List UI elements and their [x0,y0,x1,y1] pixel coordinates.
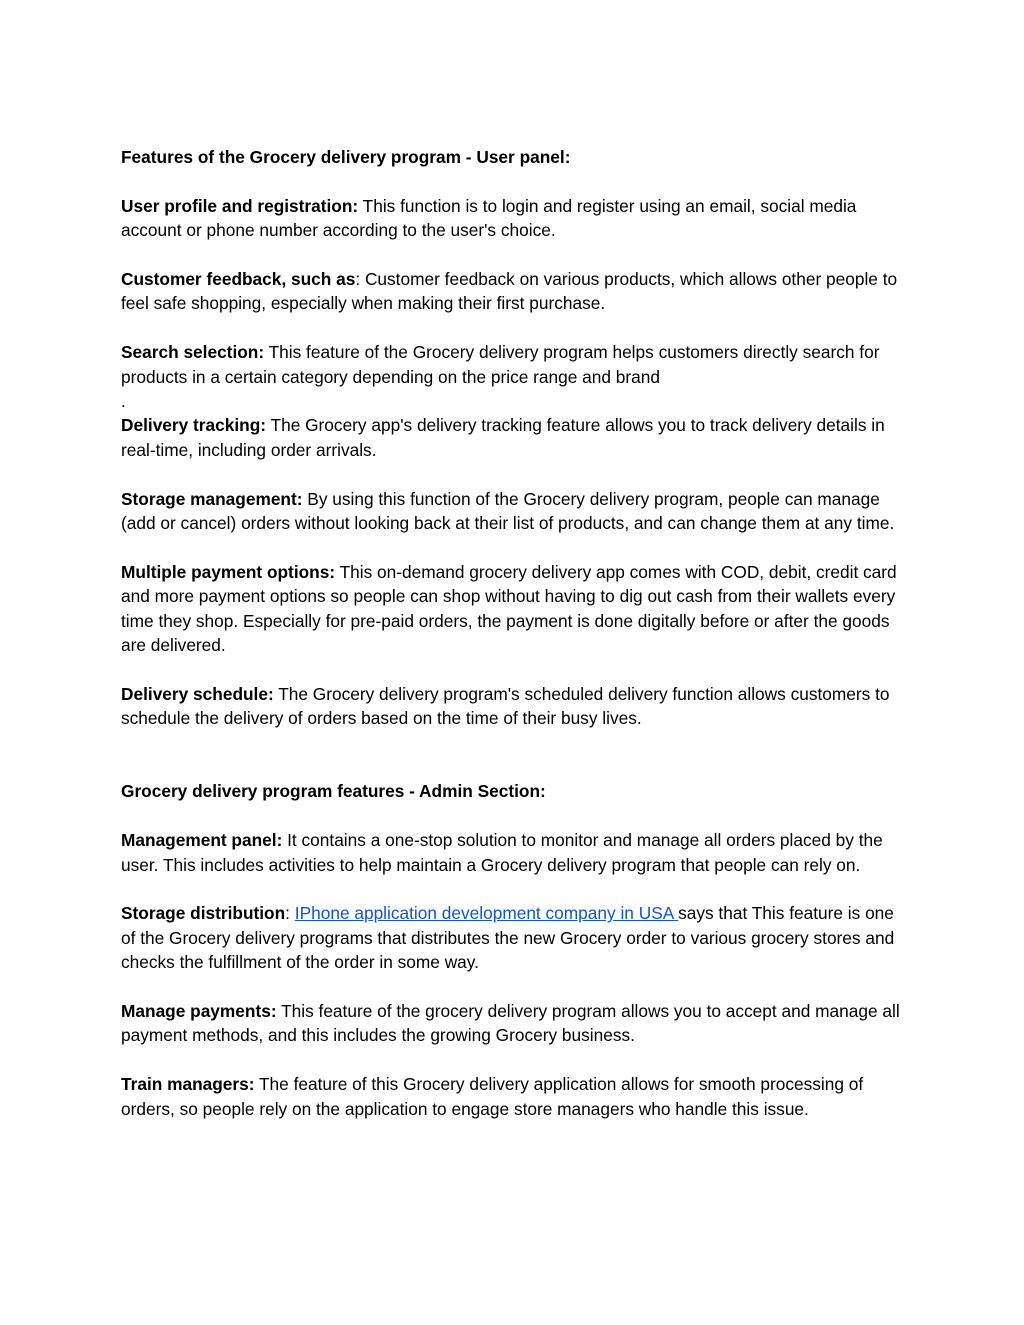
feature-title: Management panel: [121,830,283,851]
feature-text: This feature of the Grocery delivery program helps customers directly search for products in a certain category depending on the price range and brand [121,342,880,387]
feature-text: This function is to login and register using an email, social media account or phone number according to the user's choice. [121,195,857,241]
feature-title: Storage management: [121,488,303,509]
feature-multiple-payment [121,560,911,658]
feature-customer-feedback [121,267,911,316]
admin-section-heading: Grocery delivery program features - Admin Section: [121,781,546,802]
feature-title: Storage distribution [121,903,286,924]
document-body [121,145,911,1121]
feature-text: says that This feature is one of the Grocery delivery programs that distributes the new Grocery order to various grocery stores and checks the fulfillment of the order in some way. [121,903,895,973]
feature-text: : Customer feedback on various products, which allows other people to feel safe shopping, especially when making their first purchase. [121,269,898,314]
feature-text: By using this function of the Grocery delivery program, people can manage (add or cancel) orders without looking back at their list of products, and can change them at any time. [121,488,895,534]
feature-text: The Grocery app's delivery tracking feature allows you to track delivery details in real-time, including order arrivals. [121,415,885,460]
feature-text: The feature of this Grocery delivery application allows for smooth processing of orders, so people rely on the application to engage store managers who handle this issue. [121,1074,864,1119]
feature-search-selection [121,340,911,389]
user-panel-heading: Features of the Grocery delivery program - User panel: [121,147,571,167]
feature-delivery-tracking [121,413,911,462]
feature-title: Customer feedback, such as [121,269,356,289]
feature-text: It contains a one-stop solution to monitor and manage all orders placed by the user. This includes activities to help maintain a Grocery delivery program that people can rely on. [121,830,883,875]
feature-title: Train managers: [121,1074,255,1095]
feature-title: Multiple payment options: [121,561,336,582]
feature-user-profile [121,194,911,243]
feature-title: Manage payments: [121,1001,277,1022]
feature-train-managers [121,1072,911,1121]
feature-text: This on-demand grocery delivery app comes with COD, debit, credit card and more payment options so people can shop without having to dig out cash from their wallets every time they shop. Especially for pre-paid orders, the payment is done digitally before or after the goods are delivered. [121,561,897,656]
feature-title: Delivery tracking: [121,415,267,436]
feature-text: The Grocery delivery program's scheduled delivery function allows customers to schedule the delivery of orders based on the time of their busy lives. [121,683,890,729]
iphone-dev-company-link[interactable]: IPhone application development company in USA [294,903,679,924]
feature-colon: : [285,903,295,924]
feature-delivery-schedule [121,682,911,731]
feature-title: Delivery schedule: [121,683,274,704]
feature-title: Search selection: [121,342,265,363]
stray-dot: . [121,391,126,412]
feature-storage-distribution [121,901,911,974]
feature-management-panel [121,828,911,877]
feature-title: User profile and registration: [121,195,359,216]
feature-manage-payments [121,999,911,1048]
feature-storage-management [121,487,911,536]
feature-text: This feature of the grocery delivery program allows you to accept and manage all payment methods, and this includes the growing Grocery business. [121,1001,900,1046]
